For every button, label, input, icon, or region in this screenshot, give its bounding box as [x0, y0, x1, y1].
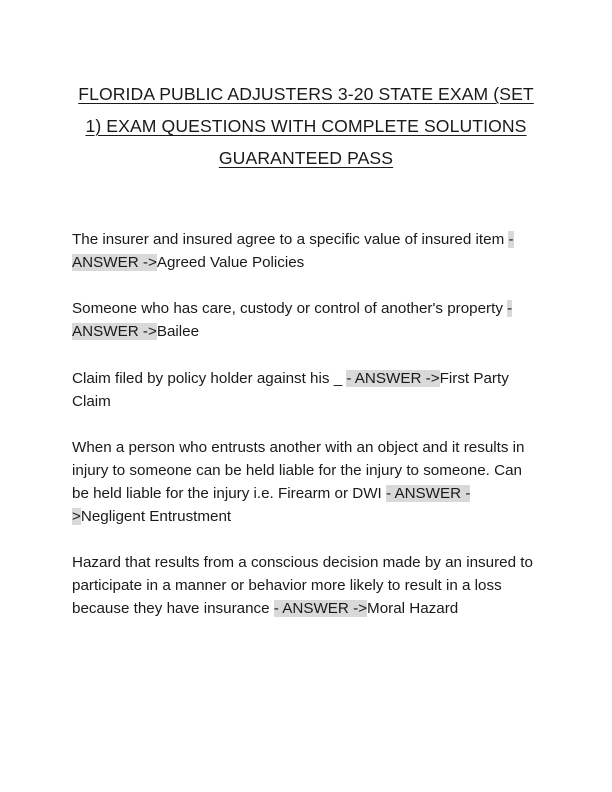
question-text: Hazard that results from a conscious decision made by an insured to participate in a manner or behavior more likely to result in a loss because they have insurance	[72, 554, 533, 617]
answer-marker: - ANSWER ->	[72, 300, 513, 340]
answer-marker: - ANSWER ->	[72, 485, 471, 525]
answer-marker: - ANSWER ->	[72, 231, 514, 271]
question-text: When a person who entrusts another with an object and it results in injury to someone can be held liable for the injury to someone. Can be held liable for the injury i.e. Firearm or DWI	[72, 439, 525, 502]
answer-marker: - ANSWER ->	[273, 600, 368, 617]
question-text: Claim filed by policy holder against his _	[72, 370, 347, 387]
answer-text: Agreed Value Policies	[156, 254, 305, 271]
title-line-2: 1) EXAM QUESTIONS WITH COMPLETE SOLUTIONS	[85, 116, 527, 136]
answer-text: Bailee	[156, 323, 200, 340]
qa-item-bailee	[72, 297, 542, 343]
answer-text: Moral Hazard	[367, 600, 459, 617]
answer-marker: - ANSWER ->	[346, 370, 440, 387]
title-line-1: FLORIDA PUBLIC ADJUSTERS 3-20 STATE EXAM (SET	[78, 84, 534, 104]
answer-text: Negligent Entrustment	[80, 508, 232, 525]
qa-item-first-party-claim	[72, 367, 542, 413]
qa-item-moral-hazard	[72, 551, 542, 620]
answer-text: First Party Claim	[72, 370, 509, 410]
qa-item-negligent-entrustment	[72, 436, 542, 528]
question-text: The insurer and insured agree to a specific value of insured item	[72, 231, 509, 248]
qa-item-agreed-value	[72, 228, 542, 274]
title-line-3: GUARANTEED PASS	[218, 148, 394, 168]
question-text: Someone who has care, custody or control of another's property	[72, 300, 508, 317]
document-title	[72, 78, 540, 174]
